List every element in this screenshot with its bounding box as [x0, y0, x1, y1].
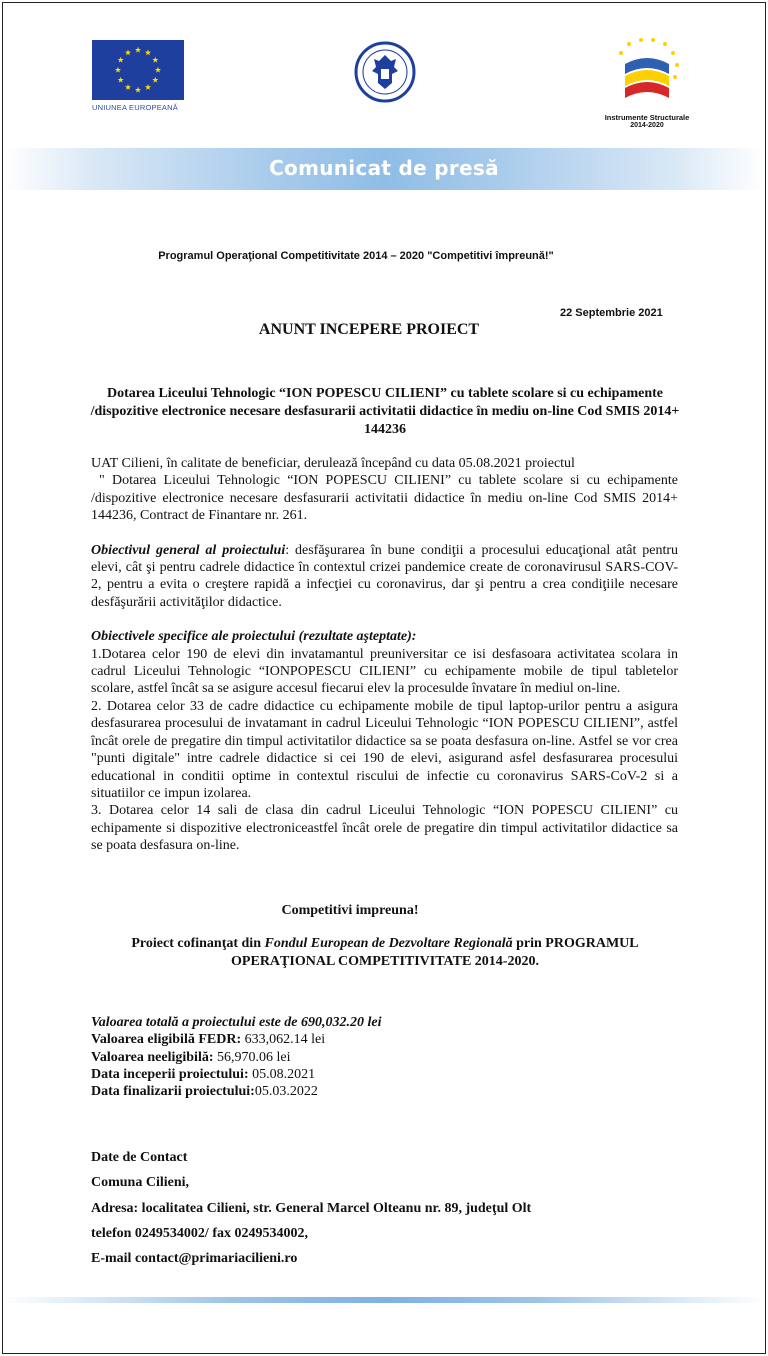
project-title: Dotarea Liceului Tehnologic “ION POPESCU CILIENI” cu tablete scolare si cu echipamente /dispozitive electronice necesare desfasurarii activitatii didactice în mediu on-line Cod SMIS 2014+ 144236	[90, 386, 680, 437]
intro-line-1: UAT Cilieni, în calitate de beneficiar, derulează începând cu data 05.08.2021 proiectul	[91, 456, 575, 471]
general-objective-label: Obiectivul general al proiectului	[91, 542, 286, 558]
specific-objective-3: 3. Dotarea celor 14 sali de clasa din cadrul Liceului Tehnologic “ION POPESCU CILIENI” cu echipamente si dispozitive electroniceastfel încât orele de pregatire din timpul activitatilor didactice sa se poata desfasura on-line.	[91, 803, 678, 854]
end-label: Data finalizarii proiectului:	[91, 1084, 255, 1100]
eu-star-icon	[115, 67, 121, 73]
contact-phone: telefon 0249534002/ fax 0249534002,	[91, 1225, 308, 1241]
slogan: Competitivi impreuna!	[281, 903, 419, 918]
cofinancing-statement	[90, 935, 680, 971]
structural-instruments-logo	[598, 36, 696, 129]
specific-objective-2: 2. Dotarea celor 33 de cadre didactice cu echipamente mobile de tipul laptop-urilor pentru a asigura desfasurarea procesului de invatamant in cadrul Liceului Tehnologic “ION POPESCU CILIENI”, astfel încât orele de pregatire din timpul activitatilor didactice sa se poata desfasura on-line. Astfel se vor crea "punti digitale" intre cadrele didactice si cei 190 de elevi, asigurand asfel desfasurarea procesului educational in conditii optime in contextul riscului de infectie cu coronavirus SARS-CoV-2 si a situatiilor ce impun izolarea.	[91, 698, 678, 801]
eu-star-icon	[145, 84, 151, 90]
end-value: 05.03.2022	[254, 1084, 318, 1100]
ineligible-label: Valoarea neeligibilă:	[91, 1049, 214, 1065]
eu-star-icon	[135, 47, 141, 53]
project-values	[91, 1014, 382, 1100]
bottom-bar	[3, 1297, 765, 1303]
eu-star-icon	[125, 49, 131, 55]
eligible-label: Valoarea eligibilă FEDR:	[91, 1032, 242, 1048]
program-title: Programul Operaţional Competitivitate 2014 – 2020 "Competitivi împreună!"	[158, 250, 554, 262]
cofinancing-post: prin PROGRAMUL OPERAŢIONAL COMPETITIVITATE 2014-2020.	[231, 936, 639, 969]
eu-label: UNIUNEA EUROPEANĂ	[92, 103, 178, 112]
intro-line-2: " Dotarea Liceului Tehnologic “ION POPESCU CILIENI” cu tablete scolare si cu echipamente /dispozitive electronice necesare desfasurarii activitatii didactice în mediu on-line Cod SMIS 2014+ 144236, Contract de Finantare nr. 261.	[91, 473, 678, 524]
eu-star-icon	[135, 87, 141, 93]
eu-star-icon	[118, 57, 124, 63]
general-objective	[91, 542, 678, 612]
banner-title: Comunicat de presă	[269, 156, 499, 180]
start-date-row	[91, 1066, 382, 1083]
contact-address: Adresa: localitatea Cilieni, str. General Marcel Olteanu nr. 89, judeţul Olt	[91, 1200, 532, 1216]
press-release-banner	[3, 148, 765, 190]
specific-objectives-label: Obiectivele specifice ale proiectului (rezultate aşteptate):	[91, 629, 417, 645]
eu-star-icon	[118, 77, 124, 83]
structural-instruments-years: 2014-2020	[630, 122, 664, 129]
cofinancing-fund: Fondul European de Dezvoltare Regională	[264, 936, 513, 951]
eu-star-icon	[152, 77, 158, 83]
general-objective-text: : desfăşurarea în bune condiţii a procesului educaţional atât pentru elevi, cât şi pentru cadrele didactice în contextul crizei pandemice create de coronavirusul SARS-COV-2, pentru a evita o creştere rapidă a infecţiei cu coronavirus, dar şi pentru a crea condiţiile necesare desfăşurării activităţilor didactice.	[91, 542, 679, 610]
ineligible-value-row	[91, 1049, 382, 1066]
structural-instruments-label: Instrumente Structurale	[604, 113, 690, 122]
structural-instruments-icon	[607, 36, 687, 106]
eu-stars-icon	[92, 40, 184, 100]
end-date-row	[91, 1083, 382, 1100]
government-logo	[354, 41, 416, 103]
start-value: 05.08.2021	[248, 1066, 316, 1082]
eligible-value: 633,062.14 lei	[241, 1032, 326, 1048]
main-title: ANUNT INCEPERE PROIECT	[258, 321, 480, 338]
eu-flag	[92, 40, 184, 100]
ineligible-value: 56,970.06 lei	[213, 1049, 291, 1065]
eu-star-icon	[152, 57, 158, 63]
release-date: 22 Septembrie 2021	[560, 307, 663, 319]
total-value: Valoarea totală a proiectului este de 690,032.20 lei	[91, 1015, 382, 1030]
contact-details	[91, 1145, 531, 1271]
government-seal-icon	[354, 41, 416, 103]
eligible-value-row	[91, 1031, 382, 1048]
cofinancing-pre: Proiect cofinanţat din	[131, 936, 265, 951]
body-text	[91, 455, 678, 855]
eu-star-icon	[155, 67, 161, 73]
contact-email[interactable]: E-mail contact@primariacilieni.ro	[91, 1251, 298, 1267]
start-label: Data inceperii proiectului:	[91, 1066, 249, 1082]
specific-objective-1: 1.Dotarea celor 190 de elevi din invatamantul preuniversitar ce isi desfasoara activitatea scolara in cadrul Liceului Tehnologic “IONPOPESCU CILIENI” cu echipamente mobile de tipul tabletelor scolare, astfel încât sa se asigure accesul fiecarui elev la procesulde învatare în mediul on-line.	[91, 646, 678, 697]
eu-star-icon	[145, 49, 151, 55]
contact-commune: Comuna Cilieni,	[91, 1175, 190, 1191]
eu-star-icon	[125, 84, 131, 90]
eu-logo	[92, 40, 184, 112]
contact-heading: Date de Contact	[91, 1150, 188, 1165]
